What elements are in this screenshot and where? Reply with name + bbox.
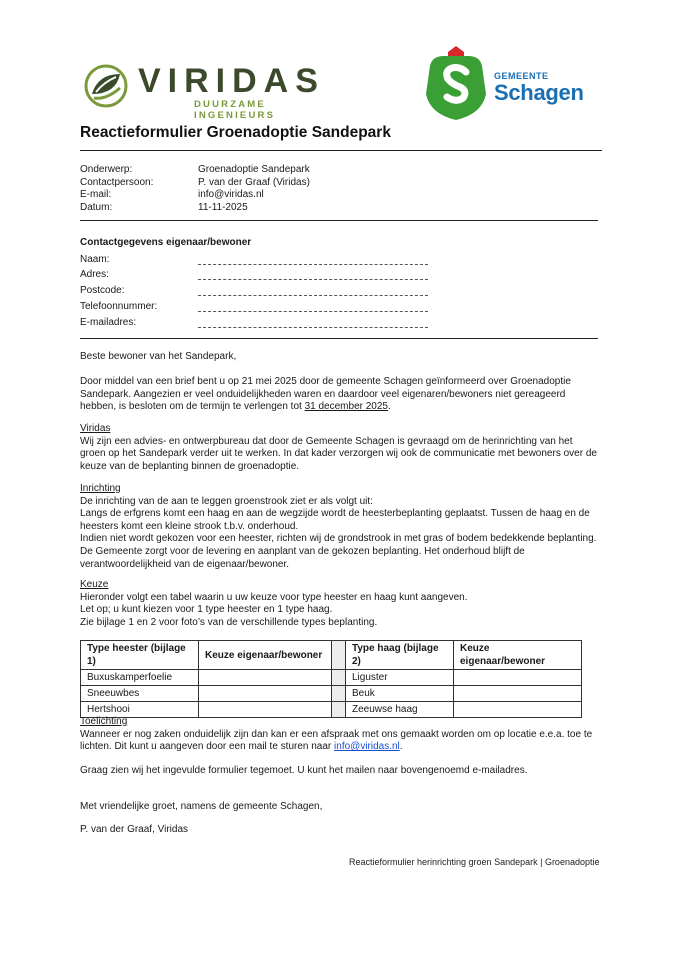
column-header: Keuze eigenaar/bewoner bbox=[454, 641, 582, 670]
shrub-option: Sneeuwbes bbox=[81, 686, 199, 702]
viridas-wordmark: VIRIDAS bbox=[138, 62, 325, 100]
viridas-tagline: DUURZAME INGENIEURS bbox=[194, 99, 276, 121]
hedge-option: Beuk bbox=[346, 686, 454, 702]
table-row bbox=[81, 686, 582, 702]
gemeente-schagen-logo bbox=[420, 44, 590, 122]
toelichting-heading: Toelichting bbox=[80, 716, 128, 727]
shrub-option: Hertshooi bbox=[81, 702, 199, 718]
table-spacer bbox=[332, 670, 346, 686]
meta-row bbox=[80, 164, 310, 177]
phone-label: Telefoonnummer: bbox=[80, 301, 158, 312]
regards: Met vriendelijke groet, namens de gemeente Schagen, bbox=[80, 801, 323, 812]
inrichting-line: De inrichting van de aan te leggen groenstrook ziet er als volgt uit: bbox=[80, 495, 373, 507]
meta-block bbox=[80, 164, 310, 214]
page-footer: Reactieformulier herinrichting groen Sandepark | Groenadoptie bbox=[349, 857, 600, 867]
shrub-choice-cell[interactable] bbox=[199, 686, 332, 702]
hedge-option: Zeeuwse haag bbox=[346, 702, 454, 718]
email-field-row bbox=[80, 317, 440, 331]
greeting: Beste bewoner van het Sandepark, bbox=[80, 351, 237, 362]
phone-field[interactable] bbox=[198, 311, 428, 312]
meta-key: Datum: bbox=[80, 201, 113, 213]
viridas-leaf-icon bbox=[84, 64, 128, 108]
table-header-row bbox=[81, 641, 582, 670]
intro-text: Door middel van een brief bent u op 21 mei 2025 door de gemeente Schagen geïnformeerd over Groenadoptie Sandepark. Aangezien er veel onduidelijkheden waren en daardoor veel eigenaren/bewoners niet gereageerd hebben, is besloten om de termijn te verlengen tot bbox=[80, 376, 571, 413]
title-divider bbox=[80, 150, 602, 151]
postcode-field-row bbox=[80, 285, 440, 299]
inrichting-heading: Inrichting bbox=[80, 483, 121, 494]
contact-heading: Contactgegevens eigenaar/bewoner bbox=[80, 237, 252, 248]
phone-field-row bbox=[80, 301, 440, 315]
email-field[interactable] bbox=[198, 327, 428, 328]
address-label: Adres: bbox=[80, 269, 109, 280]
meta-row bbox=[80, 202, 310, 215]
hedge-choice-cell[interactable] bbox=[454, 686, 582, 702]
closing-request: Graag zien wij het ingevulde formulier tegemoet. U kunt het mailen naar bovengenoemd e-mailadres. bbox=[80, 765, 528, 776]
meta-value: Groenadoptie Sandepark bbox=[198, 164, 310, 175]
intro-paragraph bbox=[80, 376, 600, 414]
email-label: E-mailadres: bbox=[80, 317, 137, 328]
gemeente-label: GEMEENTE bbox=[494, 71, 549, 81]
signature: P. van der Graaf, Viridas bbox=[80, 824, 189, 835]
keuze-heading: Keuze bbox=[80, 579, 109, 590]
name-label: Naam: bbox=[80, 254, 110, 265]
meta-key: Contactpersoon: bbox=[80, 176, 154, 188]
meta-value: P. van der Graaf (Viridas) bbox=[198, 176, 310, 188]
intro-end: . bbox=[388, 401, 391, 413]
toelichting-end: . bbox=[399, 741, 403, 753]
keuze-line: Hieronder volgt een tabel waarin u uw keuze voor type heester en haag kunt aangeven. bbox=[80, 591, 468, 603]
toelichting-section bbox=[80, 716, 600, 754]
name-field[interactable] bbox=[198, 264, 428, 265]
shrub-choice-cell[interactable] bbox=[199, 670, 332, 686]
inrichting-line: Indien niet wordt gekozen voor een heester, richten wij de grondstrook in met gras of bodem bedekkende beplanting. De Gemeente zorgt voor de levering en aanplant van de gekozen beplanting. Het onderhoud blijft de verantwoordelijkheid van de eigenaar/bewoner. bbox=[80, 533, 597, 570]
hedge-choice-cell[interactable] bbox=[454, 670, 582, 686]
contact-section bbox=[80, 237, 480, 332]
meta-value: 11-11-2025 bbox=[198, 201, 248, 213]
postcode-field[interactable] bbox=[198, 295, 428, 296]
deadline-date: 31 december 2025 bbox=[304, 401, 388, 413]
column-header: Keuze eigenaar/bewoner bbox=[199, 641, 332, 670]
meta-row bbox=[80, 189, 310, 202]
keuze-line: Let op; u kunt kiezen voor 1 type heester en 1 type haag. bbox=[80, 604, 333, 616]
address-field-row bbox=[80, 269, 440, 283]
meta-divider bbox=[80, 220, 598, 221]
keuze-section bbox=[80, 579, 600, 629]
meta-key: Onderwerp: bbox=[80, 164, 133, 175]
email-link[interactable]: info@viridas.nl bbox=[334, 741, 400, 753]
table-spacer bbox=[332, 686, 346, 702]
toelichting-text: Wanneer er nog zaken onduidelijk zijn dan kan er een afspraak met ons gemaakt worden om op locatie e.e.a. toe te lichten. Dit kunt u aangeven door een mail te sturen naar bbox=[80, 728, 593, 753]
meta-key: E-mail: bbox=[80, 189, 112, 201]
viridas-paragraph: Wij zijn een advies- en ontwerpbureau dat door de Gemeente Schagen is gevraagd om de herinrichting van het groen op het Sandepark verder uit te werken. In dat kader verzorgen wij ook de communicatie met bewoners over de keuze van de beplanting binnen de groenadoptie. bbox=[80, 435, 597, 472]
hedge-option: Liguster bbox=[346, 670, 454, 686]
schagen-crest-icon bbox=[420, 44, 492, 122]
schagen-wordmark: Schagen bbox=[494, 80, 584, 105]
name-field-row bbox=[80, 254, 440, 268]
table-row bbox=[81, 670, 582, 686]
keuze-line: Zie bijlage 1 en 2 voor foto’s van de verschillende types beplanting. bbox=[80, 616, 378, 628]
contact-divider bbox=[80, 338, 598, 339]
toelichting-paragraph bbox=[80, 729, 600, 754]
viridas-logo bbox=[84, 62, 325, 121]
shrub-option: Buxuskamperfoelie bbox=[81, 670, 199, 686]
meta-row bbox=[80, 177, 310, 190]
column-header: Type haag (bijlage 2) bbox=[346, 641, 454, 670]
document-title: Reactieformulier Groenadoptie Sandepark bbox=[80, 124, 391, 141]
inrichting-line: Langs de erfgrens komt een haag en aan de wegzijde wordt de heesterbeplanting geplaatst. Tussen de haag en de heesters komt een kleine strook t.b.v. onderhoud. bbox=[80, 508, 590, 532]
choice-table bbox=[80, 640, 582, 718]
postcode-label: Postcode: bbox=[80, 285, 125, 296]
address-field[interactable] bbox=[198, 279, 428, 280]
inrichting-section bbox=[80, 483, 600, 571]
meta-value: info@viridas.nl bbox=[198, 189, 264, 201]
viridas-section bbox=[80, 423, 600, 473]
table-spacer bbox=[332, 641, 346, 670]
column-header: Type heester (bijlage 1) bbox=[81, 641, 199, 670]
viridas-heading: Viridas bbox=[80, 423, 111, 434]
